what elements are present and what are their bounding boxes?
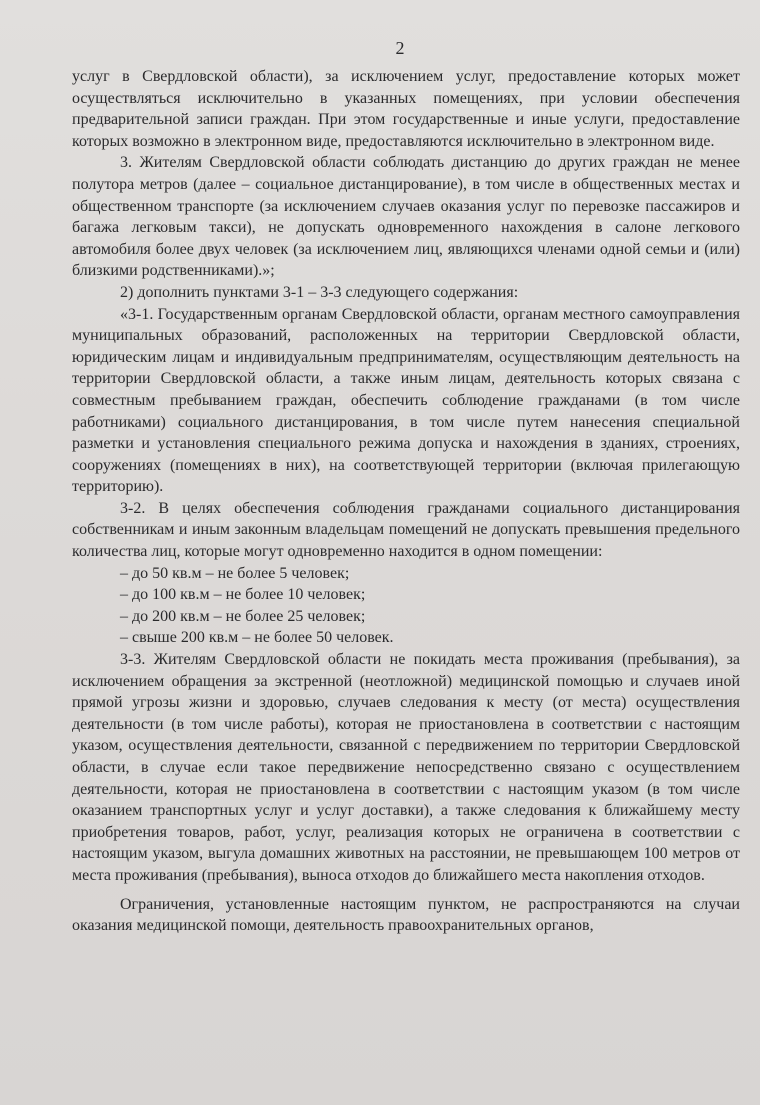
paragraph-item-3-3: 3-3. Жителям Свердловской области не покидать места проживания (пребывания), за исключением обращения за экстренной (неотложной) медицинской помощью и случаев иной прямой угрозы жизни и здоровью, случаев следования к месту (от места) осуществления деятельности (в том числе работы), которая не приостановлена в соответствии с настоящим указом, осуществления деятельности, связанной с передвижением по территории Свердловской области, в случае если такое передвижение непосредственно связано с осуществлением деятельности, которая не приостановлена в соответствии с настоящим указом (в том числе оказанием транспортных услуг и услуг доставки), а также следования к ближайшему месту приобретения товаров, работ, услуг, реализация которых не ограничена в соответствии с настоящим указом, выгула домашних животных на расстоянии, не превышающем 100 метров от места проживания (пребывания), выноса отходов до ближайшего места накопления отходов. <box>72 651 740 884</box>
paragraph-item-3: 3. Жителям Свердловской области соблюдать дистанцию до других граждан не менее полутора метров (далее – социальное дистанцирование), в том числе в общественных местах и общественном транспорте (за исключением случаев оказания услуг по перевозке пассажиров и багажа легковым такси), не допускать одновременного нахождения в салоне легкового автомобиля более двух человек (за исключением лиц, являющихся членами одной семьи и (или) близкими родственниками).»; <box>72 154 740 280</box>
list-item: – свыше 200 кв.м – не более 50 человек. <box>120 629 394 647</box>
list-item: – до 200 кв.м – не более 25 человек; <box>120 607 366 625</box>
list-item: – до 50 кв.м – не более 5 человек; <box>120 564 350 582</box>
paragraph-amendment-2: 2) дополнить пунктами 3-1 – 3-3 следующего содержания: <box>120 283 519 301</box>
paragraph-continuation: услуг в Свердловской области), за исключением услуг, предоставление которых может осуществляться исключительно в указанных помещениях, при условии обеспечения предварительной записи граждан. При этом государственные и иные услуги, предоставление которых возможно в электронном виде, предоставляются исключительно в электронном виде. <box>72 68 740 150</box>
list-item: – до 100 кв.м – не более 10 человек; <box>120 586 366 604</box>
paragraph-item-3-2: 3-2. В целях обеспечения соблюдения гражданами социального дистанцирования собственникам и иным законным владельцам помещений не допускать превышения предельного количества лиц, которые могут одновременно находится в одном помещении: <box>72 499 740 561</box>
document-body <box>72 66 740 937</box>
paragraph-restrictions: Ограничения, установленные настоящим пунктом, не распространяются на случаи оказания медицинской помощи, деятельность правоохранительных органов, <box>72 895 740 935</box>
page-number: 2 <box>395 38 405 58</box>
paragraph-item-3-1: «3-1. Государственным органам Свердловской области, органам местного самоуправления муниципальных образований, расположенных на территории Свердловской области, юридическим лицам и индивидуальным предпринимателям, осуществляющим деятельность на территории Свердловской области, а также иным лицам, деятельность которых связана с совместным пребыванием граждан, обеспечить соблюдение гражданами (в том числе работниками) социального дистанцирования, в том числе путем нанесения специальной разметки и установления специального режима допуска и нахождения в зданиях, строениях, сооружениях (помещениях в них), на соответствующей территории (включая прилегающую территорию). <box>72 305 740 496</box>
area-limits-list <box>72 563 740 649</box>
